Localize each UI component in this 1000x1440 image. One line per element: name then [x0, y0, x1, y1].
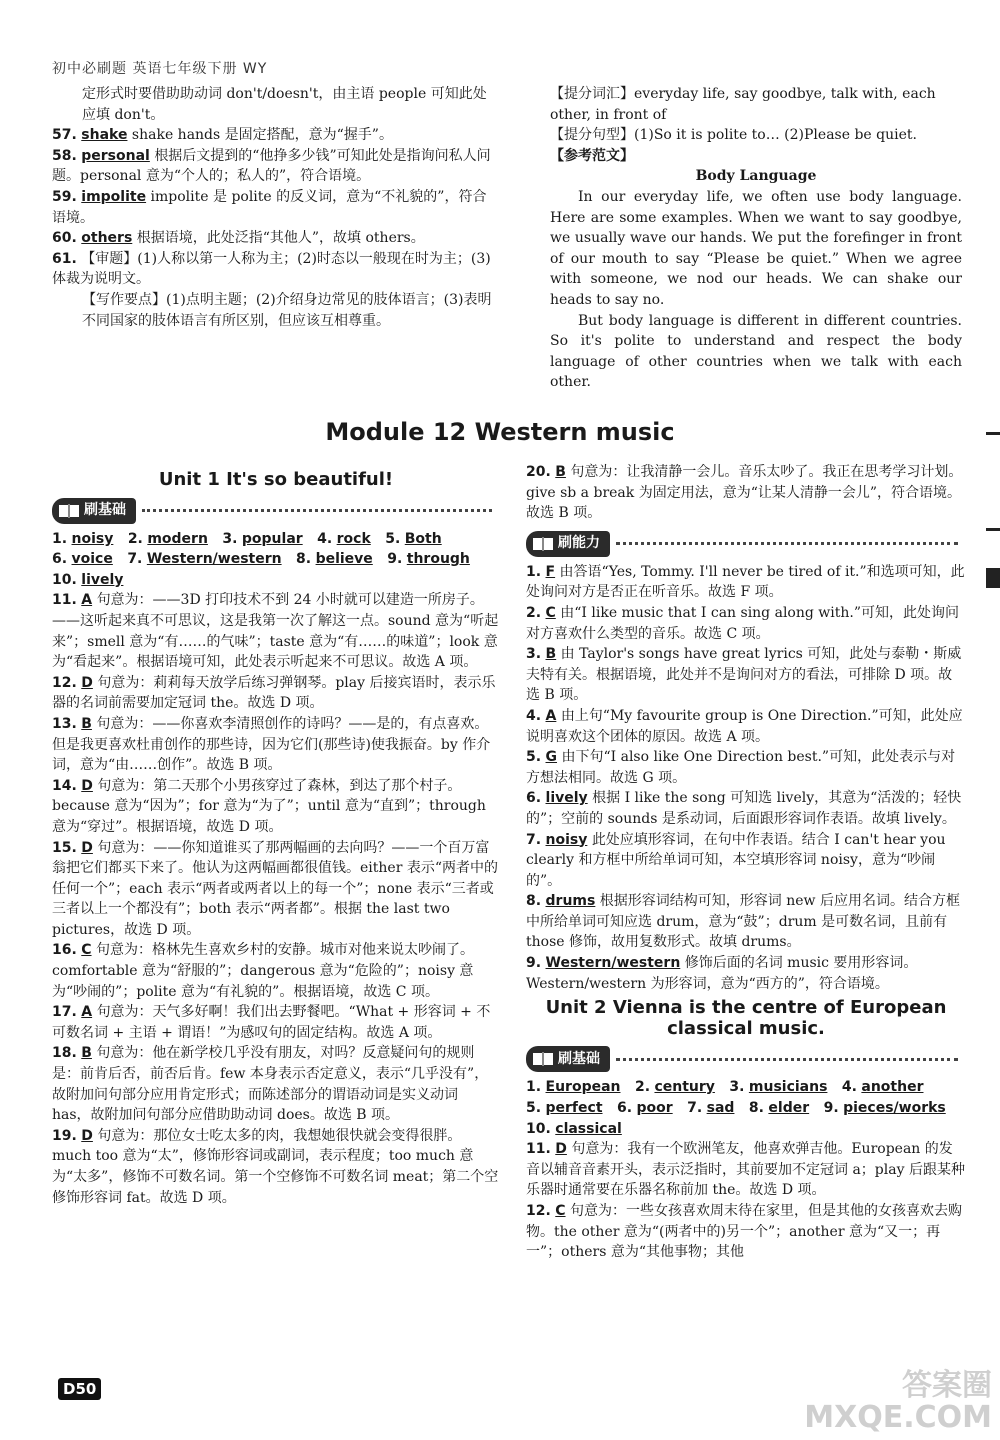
answer-item: 18. B 句意为：他在新学校几乎没有朋友，对吗？反意疑问句的规则是：前肯后否，前否后肯。few 本身表示否定意义，表示“几乎没有”，故附加问句部分应用肯定形式；而陈述部分的谓语动词是实义动词 has，故附加问句部分应借助助动词 does。故选 B 项。 — [52, 1045, 489, 1124]
answer-item: 3. B 由 Taylor's songs have great lyrics 可知，此处与泰勒・斯威夫特有关。根据语境，此处并不是询问对方的看法，可排除 D 项。故选 B 项。 — [526, 646, 962, 704]
answer-item: 15. D 句意为：——你知道谁买了那两幅画的去向吗？——一个百万富翁把它们都买下来了。他认为这两幅画都很值钱。either 表示“两者中的任何一个”；each 表示“两者或两者以上的每一个”；none 表示“三者或三者以上一个都没有”；both 表示“两者都”。根据 the last two pictures，故选 D 项。 — [52, 839, 498, 938]
badge-label: 刷基础 — [558, 1051, 600, 1068]
essay-paragraph: In our everyday life, we often use body language. Here are some examples. When we want to say goodbye, we usually wave our hands. We put the forefinger in front of our mouth to say “Please be quiet.” When we agree with someone, we nod our heads. We can shake our heads to say no. — [550, 188, 962, 308]
answer-item: 19. D 句意为：那位女士吃太多的肉，我想她很快就会变得很胖。much too 意为“太”，修饰形容词或副词，表示程度；too much 意为“太多”，修饰不可数名词。第一个空修饰不可数名词 meat；第二个空修饰形容词 fat。故选 D 项。 — [52, 1127, 499, 1206]
answer-item: 60. others 根据语境，此处泛指“其他人”，故填 others。 — [52, 230, 425, 247]
essay-paragraph: But body language is different in different countries. So it's polite to understand and respect the body language of other countries when we talk with each other. — [550, 312, 962, 391]
fill-row: 10. classical — [526, 1120, 622, 1137]
answer-item: 17. A 句意为：天气多好啊！我们出去野餐吧。“What + 形容词 + 不可数名词 + 主语 + 谓语！”为感叹句的固定结构。故选 A 项。 — [52, 1004, 491, 1041]
top-left-column — [52, 84, 494, 331]
answer-item: 13. B 句意为：——你喜欢李清照创作的诗吗？——是的，有点喜欢。但是我更喜欢杜甫创作的那些诗，因为它们(那些诗)使我振奋。by 作介词，意为“由……创作”。故选 B 项。 — [52, 715, 491, 774]
book-icon — [58, 502, 80, 520]
watermark-logo: 答案圈 MXQE.COM — [804, 1368, 992, 1435]
answer-item: 11. A 句意为：——3D 打印技术不到 24 小时就可以建造一所房子。——这听起来真不可思议，这是我第一次了解这一点。sound 意为“听起来”；smell 意为“有……的气味”；taste 意为“有……的味道”；look 意为“看起来”。根据语境可知，此处表示听起来不可思议。故选 A 项。 — [52, 592, 499, 671]
unit2-title-line2: classical music. — [667, 1017, 825, 1039]
badge-ability — [526, 530, 966, 558]
answer-item: 8. drums 根据形容词结构可知，形容词 new 后应用名词。结合方框中所给单词可知应选 drum，意为“鼓”；drum 是可数名词，且前有 those 修饰，故用复数形式。故填 drums。 — [526, 893, 960, 951]
badge-basic-2 — [526, 1045, 966, 1073]
answer-item: 14. D 句意为：第二天那个小男孩穿过了森林，到达了那个村子。because 意为“因为”；for 意为“为了”；until 意为“直到”；through 意为“穿过”。根据语境，故选 D 项。 — [52, 777, 486, 835]
answer-item: 7. noisy 此处应填形容词，在句中作表语。结合 I can't hear you clearly 和方框中所给单词可知，本空填形容词 noisy，意为“吵闹的”。 — [526, 831, 946, 889]
answer-item: 11. D 句意为：我有一个欧洲笔友，他喜欢弹吉他。European 的发音以辅音音素开头，表示泛指时，其前要加不定冠词 a；play 后跟某种乐器时通常要在乐器名称前加 the。故选 D 项。 — [526, 1141, 965, 1199]
essay-title: Body Language — [695, 168, 817, 185]
answer-item: 12. C 句意为：一些女孩喜欢周末待在家里，但是其他的女孩喜欢去购物。the other 意为“(两者中的)另一个”；another 意为“又一；再一”；others 意为“其他事物；其他 — [526, 1203, 962, 1261]
fill-row: 1. noisy 2. modern 3. popular 4. rock 5. Both — [52, 530, 442, 547]
badge-label: 刷基础 — [84, 502, 126, 519]
answer-item: 1. F 由答语“Yes, Tommy. I'll never be tired of it.”和选项可知，此处询问对方是否正在听音乐。故选 F 项。 — [526, 563, 965, 601]
unit1-title: Unit 1 It's so beautiful! — [158, 469, 394, 490]
book-icon — [532, 1050, 554, 1068]
badge-label: 刷能力 — [558, 535, 600, 552]
unit2-title: Unit 2 Vienna is the centre of European — [545, 997, 947, 1019]
answer-line: 【写作要点】(1)点明主题；(2)介绍身边常见的肢体语言；(3)表明不同国家的肢体语言有所区别，但应该互相尊重。 — [82, 291, 492, 329]
edge-tick — [986, 432, 1000, 435]
answer-item: 12. D 句意为：莉莉每天放学后练习弹钢琴。play 后接宾语时，表示乐器的名词前需要加定冠词 the。故选 D 项。 — [52, 674, 496, 712]
answer-item: 5. G 由下句“I also like One Direction best.”可知，此处表示与对方想法相同。故选 G 项。 — [526, 749, 956, 786]
answer-item: 6. lively 根据 I like the song 可知选 lively，其意为“活泼的；轻快的”；空前的 sounds 是系动词，后面跟形容词作表语。故填 lively。 — [526, 790, 962, 827]
answer-item: 2. C 由“I like music that I can sing along with.”可知，此处询问对方喜欢什么类型的音乐。故选 C 项。 — [526, 604, 959, 642]
answer-item: 59. impolite impolite 是 polite 的反义词，意为“不礼貌的”，符合语境。 — [52, 188, 487, 226]
right-column — [526, 462, 966, 1263]
answer-item: 9. Western/western 修饰后面的名词 music 要用形容词。Western/western 为形容词，意为“西方的”，符合语境。 — [526, 955, 918, 992]
sentence-line: 【提分句型】(1)So it is polite to… (2)Please be quiet. — [550, 127, 917, 144]
answer-item: 20. B 句意为：让我清静一会儿。音乐太吵了。我正在思考学习计划。give sb a break 为固定用法，意为“让某人清静一会儿”，符合语境。故选 B 项。 — [526, 464, 963, 522]
edge-tab — [986, 568, 1000, 588]
page-number: D50 — [58, 1378, 101, 1400]
answer-line: 定形式时要借助助动词 don't/doesn't，由主语 people 可知此处应填 don't。 — [82, 86, 487, 123]
edge-tick — [986, 528, 1000, 531]
answer-item: 61. 【审题】(1)人称以第一人称为主；(2)时态以一般现在时为主；(3)体裁为说明文。 — [52, 250, 491, 288]
page-header: 初中必刷题 英语七年级下册 WY — [52, 61, 268, 77]
answer-item: 4. A 由上句“My favourite group is One Direction.”可知，此处应说明喜欢这个团体的原因。故选 A 项。 — [526, 707, 963, 745]
answer-item: 58. personal 根据后文提到的“他挣多少钱”可知此处是指询问私人问题。personal 意为“个人的；私人的”，符合语境。 — [52, 147, 491, 185]
fill-row: 6. voice 7. Western/western 8. believe 9. through — [52, 551, 470, 568]
fill-row: 5. perfect 6. poor 7. sad 8. elder 9. pieces/works — [526, 1100, 946, 1117]
answer-item: 57. shake shake hands 是固定搭配，意为“握手”。 — [52, 127, 393, 144]
sample-label: 【参考范文】 — [550, 147, 634, 164]
top-right-column — [550, 84, 962, 393]
book-icon — [532, 535, 554, 553]
badge-basic — [52, 497, 500, 525]
vocab-line: 【提分词汇】everyday life, say goodbye, talk with, each other, in front of — [550, 86, 936, 123]
left-column — [52, 470, 500, 1208]
answer-item: 16. C 句意为：格林先生喜欢乡村的安静。城市对他来说太吵闹了。comfortable 意为“舒服的”；dangerous 意为“危险的”；noisy 意为“吵闹的”；polite 意为“有礼貌的”。根据语境，故选 C 项。 — [52, 942, 474, 1000]
module-title: Module 12 Western music — [325, 418, 675, 446]
fill-row: 10. lively — [52, 571, 124, 588]
fill-row: 1. European 2. century 3. musicians 4. another — [526, 1079, 924, 1096]
